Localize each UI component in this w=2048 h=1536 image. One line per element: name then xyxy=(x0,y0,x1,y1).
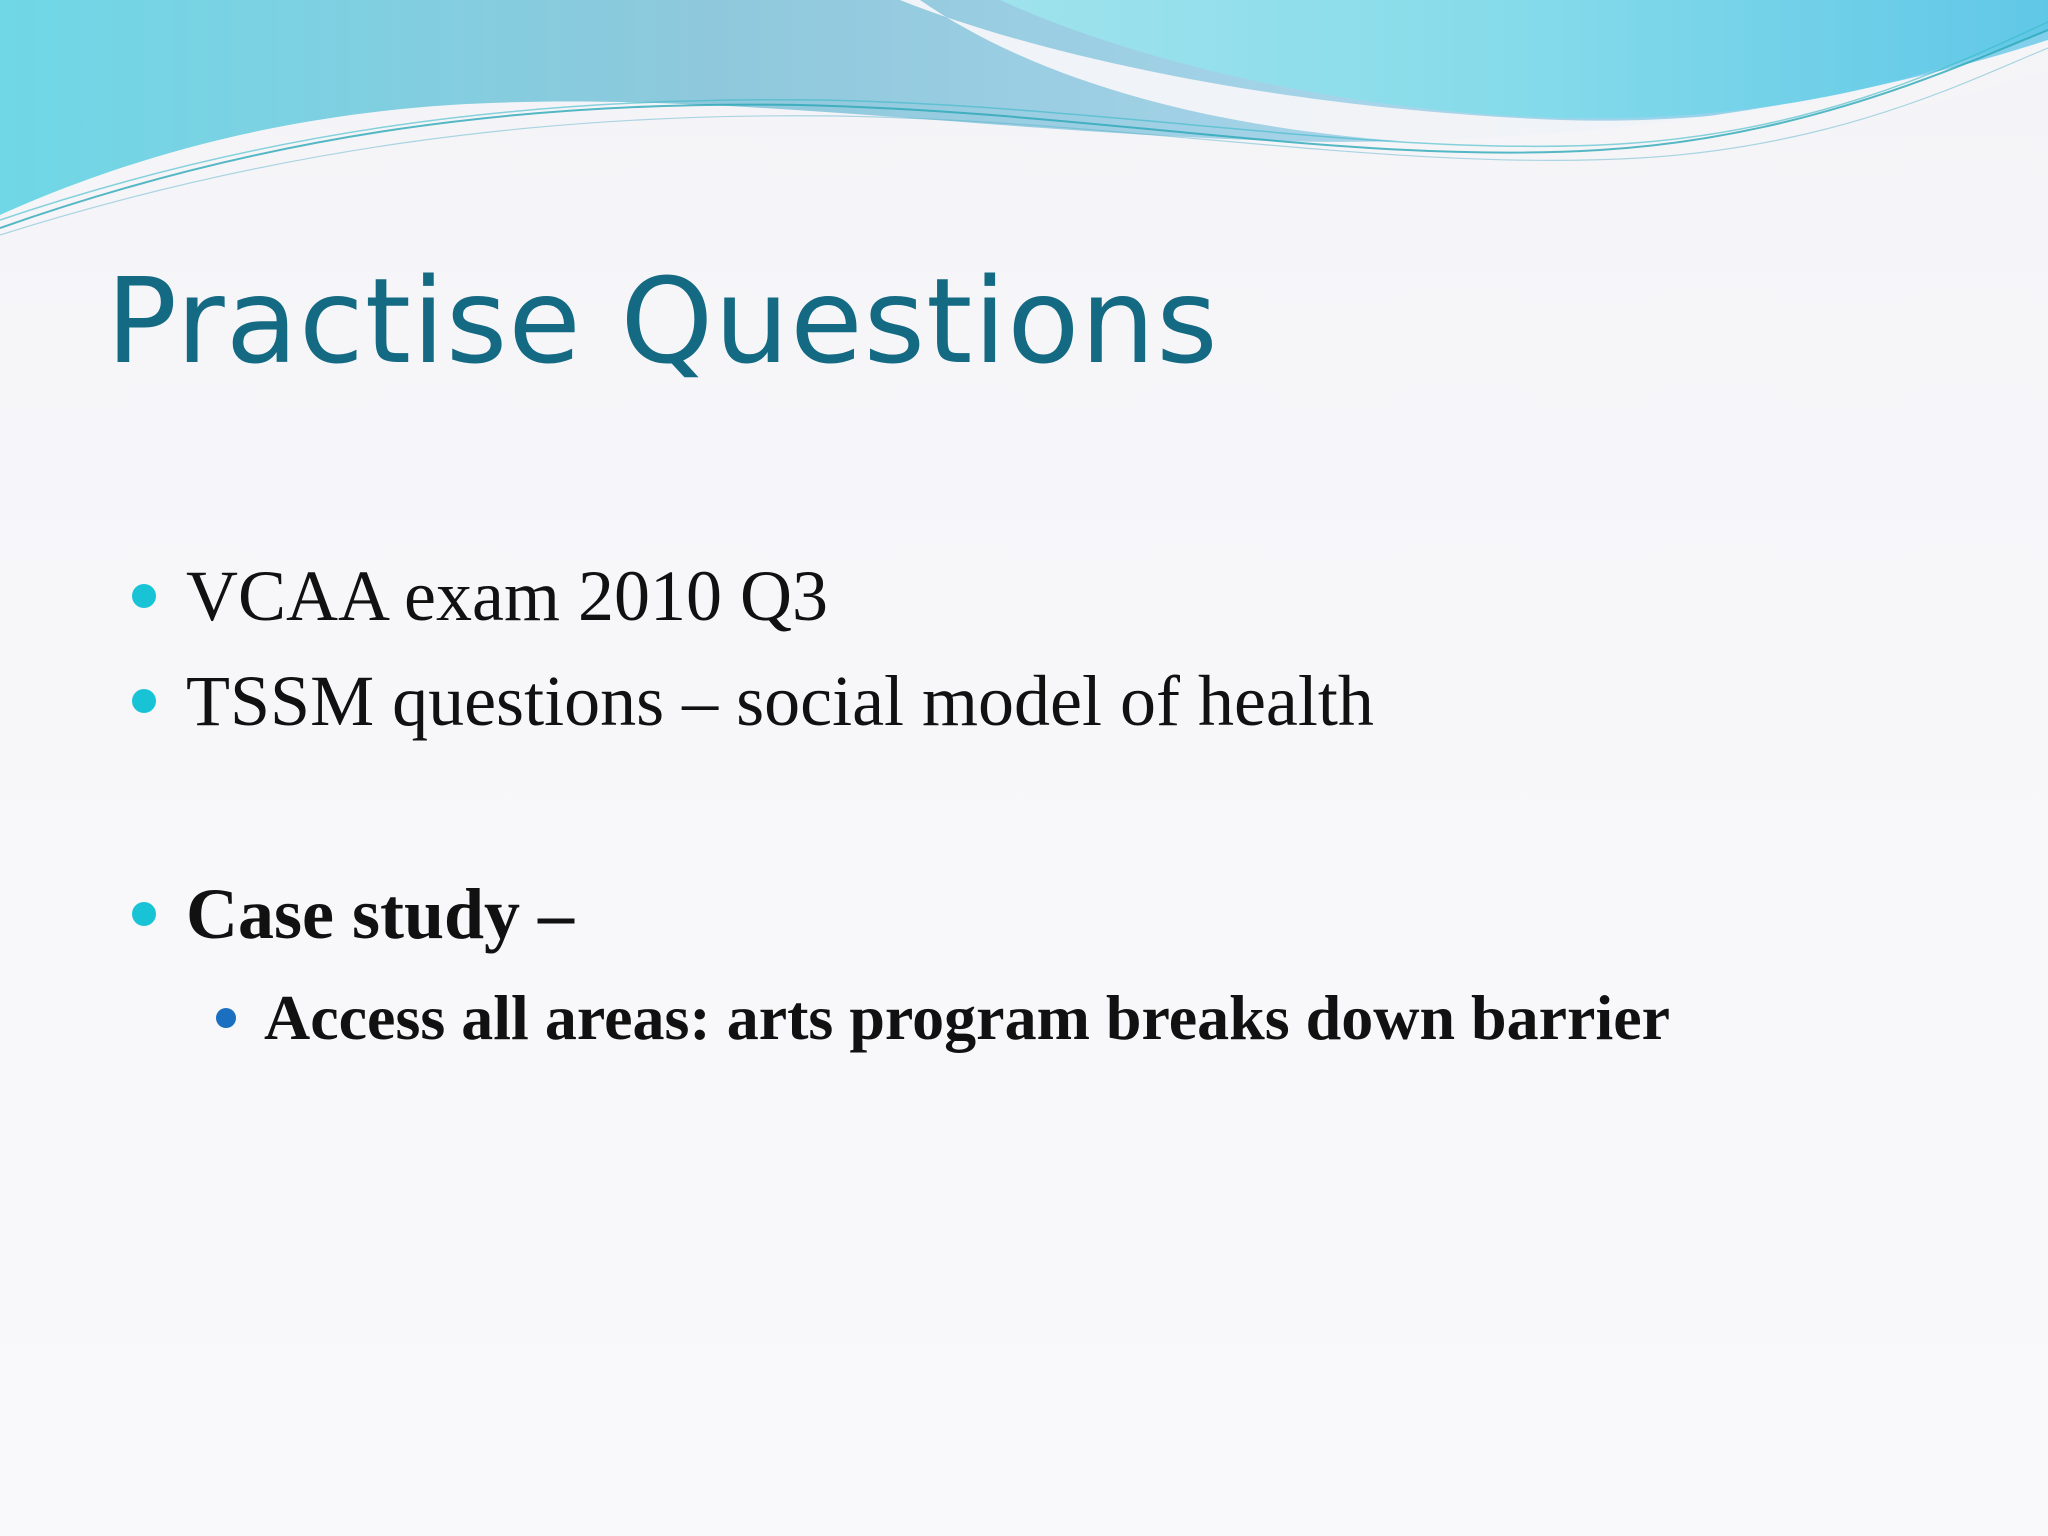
sub-bullet-item-access-all-areas xyxy=(216,982,1671,1053)
bullet-text: Case study – xyxy=(186,874,575,954)
bullet-text: VCAA exam 2010 Q3 xyxy=(186,556,828,636)
bullet-dot-icon xyxy=(132,584,156,608)
bullet-item-tssm xyxy=(132,661,1374,741)
bullet-item-vcaa xyxy=(132,556,828,636)
sub-bullet-text: Access all areas: arts program breaks down barrier xyxy=(264,982,1671,1053)
bullet-text: TSSM questions – social model of health xyxy=(186,661,1374,741)
bullet-dot-icon xyxy=(132,689,156,713)
bullet-item-case-study xyxy=(132,874,575,954)
sub-bullet-dot-icon xyxy=(216,1008,236,1028)
bullet-dot-icon xyxy=(132,902,156,926)
slide-title: Practise Questions xyxy=(106,252,1219,390)
